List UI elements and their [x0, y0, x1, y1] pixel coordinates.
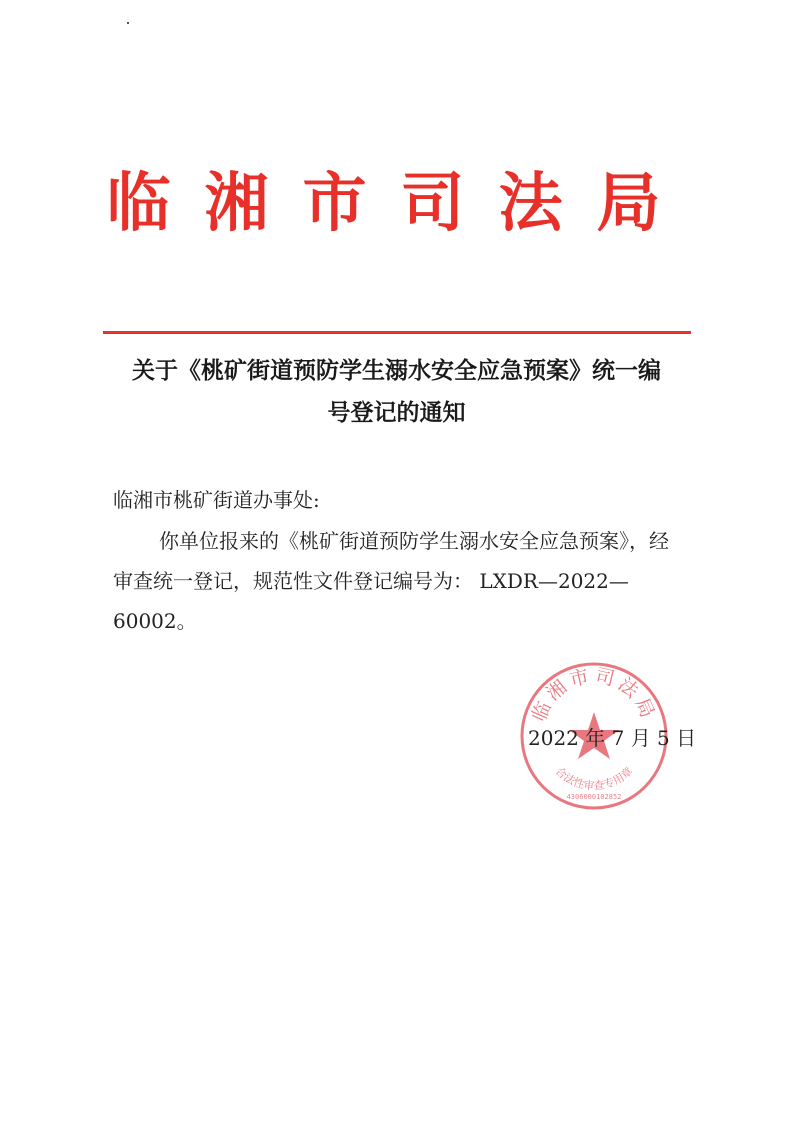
issue-date: 2022 年 7 月 5 日 [528, 726, 697, 750]
svg-text:合法性审查专用章: 合法性审查专用章 [552, 764, 636, 793]
header-red-rule [103, 331, 691, 334]
svg-text:临湘市司法局: 临湘市司法局 [528, 664, 660, 725]
agency-header: 临湘市司法局 [106, 167, 695, 241]
paragraph-line-1: 你单位报来的《桃矿街道预防学生溺水安全应急预案》，经 [159, 529, 669, 553]
svg-text:4306000102852: 4306000102852 [566, 793, 622, 801]
paragraph-line-2: 审查统一登记，规范性文件登记编号为： LXDR—2022— [113, 569, 629, 593]
addressee: 临湘市桃矿街道办事处: [113, 488, 320, 512]
notice-paragraph [113, 521, 687, 641]
title-line-2: 号登记的通知 [327, 400, 466, 426]
scan-speck [127, 22, 129, 24]
paragraph-line-3: 60002。 [113, 609, 197, 633]
title-line-1: 关于《桃矿街道预防学生溺水安全应急预案》统一编 [132, 358, 661, 384]
document-title [100, 350, 693, 434]
